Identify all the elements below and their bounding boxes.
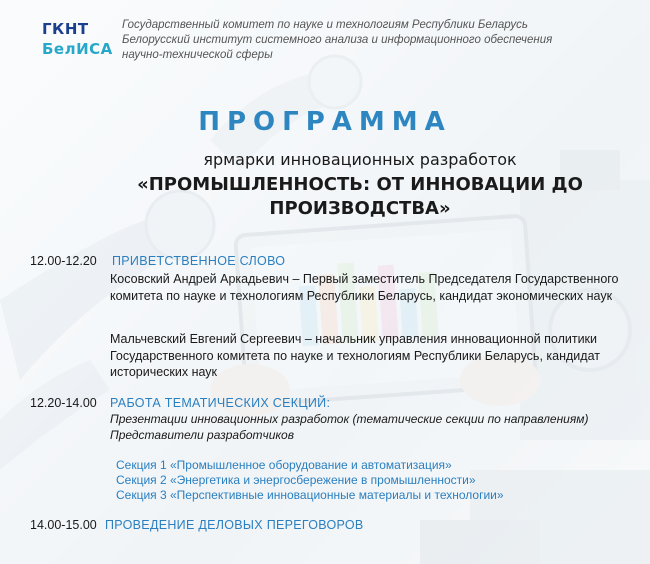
- thematic-section: Секция 3 «Перспективные инновационные материалы и технологии»: [116, 488, 504, 502]
- org-line: Государственный комитет по науке и технологиям Республики Беларусь: [122, 19, 528, 31]
- schedule-time: 14.00-15.00: [30, 518, 97, 532]
- speaker: Мальчевский Евгений Сергеевич – начальник управления инновационной политики Государственного комитета по науке и технологиям Республики Беларусь, кандидат исторических наук: [110, 332, 600, 379]
- schedule-title: ПРОВЕДЕНИЕ ДЕЛОВЫХ ПЕРЕГОВОРОВ: [105, 518, 364, 532]
- thematic-section: Секция 1 «Промышленное оборудование и автоматизация»: [116, 458, 452, 472]
- schedule-title: РАБОТА ТЕМАТИЧЕСКИХ СЕКЦИЙ:: [110, 396, 331, 410]
- schedule-time: 12.20-14.00: [30, 396, 97, 410]
- organization-names: [122, 18, 552, 63]
- page-subtitle: ярмарки инновационных разработок: [203, 150, 517, 169]
- thematic-section: Секция 2 «Энергетика и энергосбережение в промышленности»: [116, 473, 476, 487]
- schedule-note: Презентации инновационных разработок (тематические секции по направлениям): [110, 412, 589, 426]
- belisa-logo: БелИСА: [42, 40, 113, 58]
- gknt-logo: ГКНТ: [42, 20, 89, 38]
- event-headline: «ПРОМЫШЛЕННОСТЬ: ОТ ИННОВАЦИИ ДО ПРОИЗВОДСТВА»: [137, 174, 583, 219]
- schedule-title: ПРИВЕТСТВЕННОЕ СЛОВО: [112, 254, 286, 268]
- org-line: научно-технической сферы: [122, 49, 273, 61]
- schedule-time: 12.00-12.20: [30, 254, 97, 268]
- page-title: ПРОГРАММА: [198, 107, 452, 137]
- schedule-note: Представители разработчиков: [110, 428, 294, 442]
- org-line: Белорусский институт системного анализа и информационного обеспечения: [122, 34, 553, 46]
- speaker: Косовский Андрей Аркадьевич – Первый заместитель Председателя Государственного комитета по науке и технологиям Республики Беларусь, кандидат экономических наук: [110, 272, 619, 303]
